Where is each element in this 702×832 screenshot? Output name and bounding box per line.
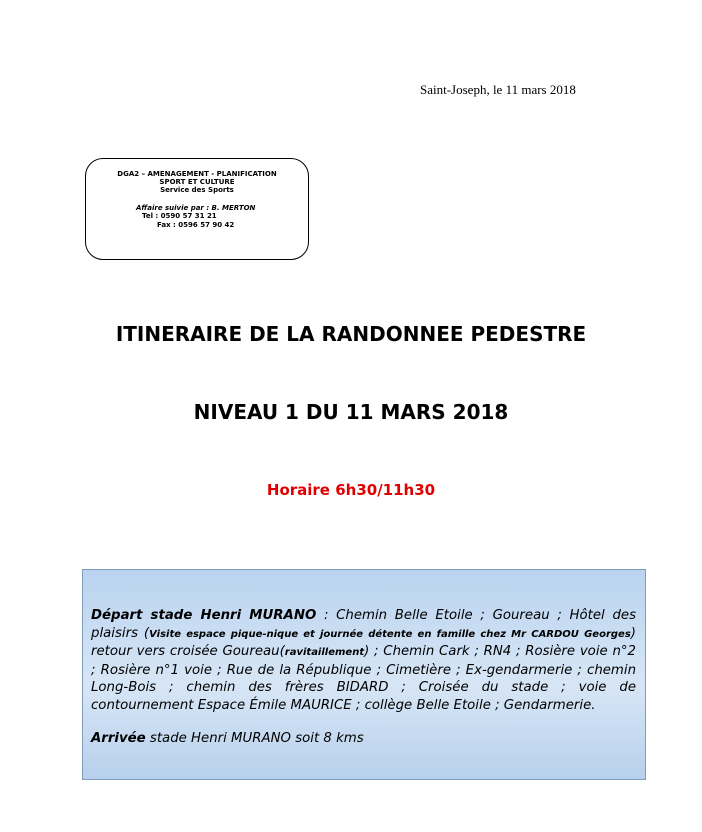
- page-subtitle: NIVEAU 1 DU 11 MARS 2018: [193, 400, 509, 424]
- schedule-hours: Horaire 6h30/11h30: [266, 481, 436, 499]
- date-line: Saint-Joseph, le 11 mars 2018: [420, 82, 576, 97]
- arrival-label: Arrivée: [91, 731, 146, 746]
- itinerary-description: [91, 607, 636, 714]
- department-division: SPORT ET CULTURE: [159, 178, 235, 186]
- phone-number: Tel : 0590 57 31 21: [142, 212, 217, 220]
- page-title: ITINERAIRE DE LA RANDONNEE PEDESTRE: [115, 322, 587, 346]
- route-part-1: : Chemin Belle Etoile ; Goureau ; Hôtel des plaisirs (: [91, 608, 636, 641]
- arrival-line: [91, 731, 636, 746]
- department-header-box: [85, 158, 309, 260]
- departure-label: Départ stade Henri MURANO: [91, 608, 317, 623]
- arrival-text: stade Henri MURANO soit 8 kms: [145, 731, 364, 746]
- visit-note: Visite espace pique-nique et journée détente en famille chez Mr CARDOU Georges: [149, 628, 631, 640]
- route-part-2: ) retour vers croisée Goureau(: [91, 625, 636, 659]
- case-officer: Affaire suivie par : B. MERTON: [136, 204, 256, 212]
- itinerary-box: [82, 569, 646, 780]
- fax-number: Fax : 0596 57 90 42: [157, 221, 235, 229]
- supply-note: ravitaillement: [284, 647, 365, 658]
- department-name: DGA2 – AMENAGEMENT - PLANIFICATION: [117, 170, 277, 178]
- route-part-3: ) ; Chemin Cark ; RN4 ; Rosière voie n°2 ; Rosière n°1 voie ; Rue de la République ; Cimetière ; Ex-gendarmerie ; chemin Long-Bois ; chemin des frères BIDARD ; Croisée du stade ; voie de contournement Espace Émile MAURICE ; collège Belle Etoile ; Gendarmerie.: [91, 644, 636, 713]
- department-service: Service des Sports: [160, 186, 234, 194]
